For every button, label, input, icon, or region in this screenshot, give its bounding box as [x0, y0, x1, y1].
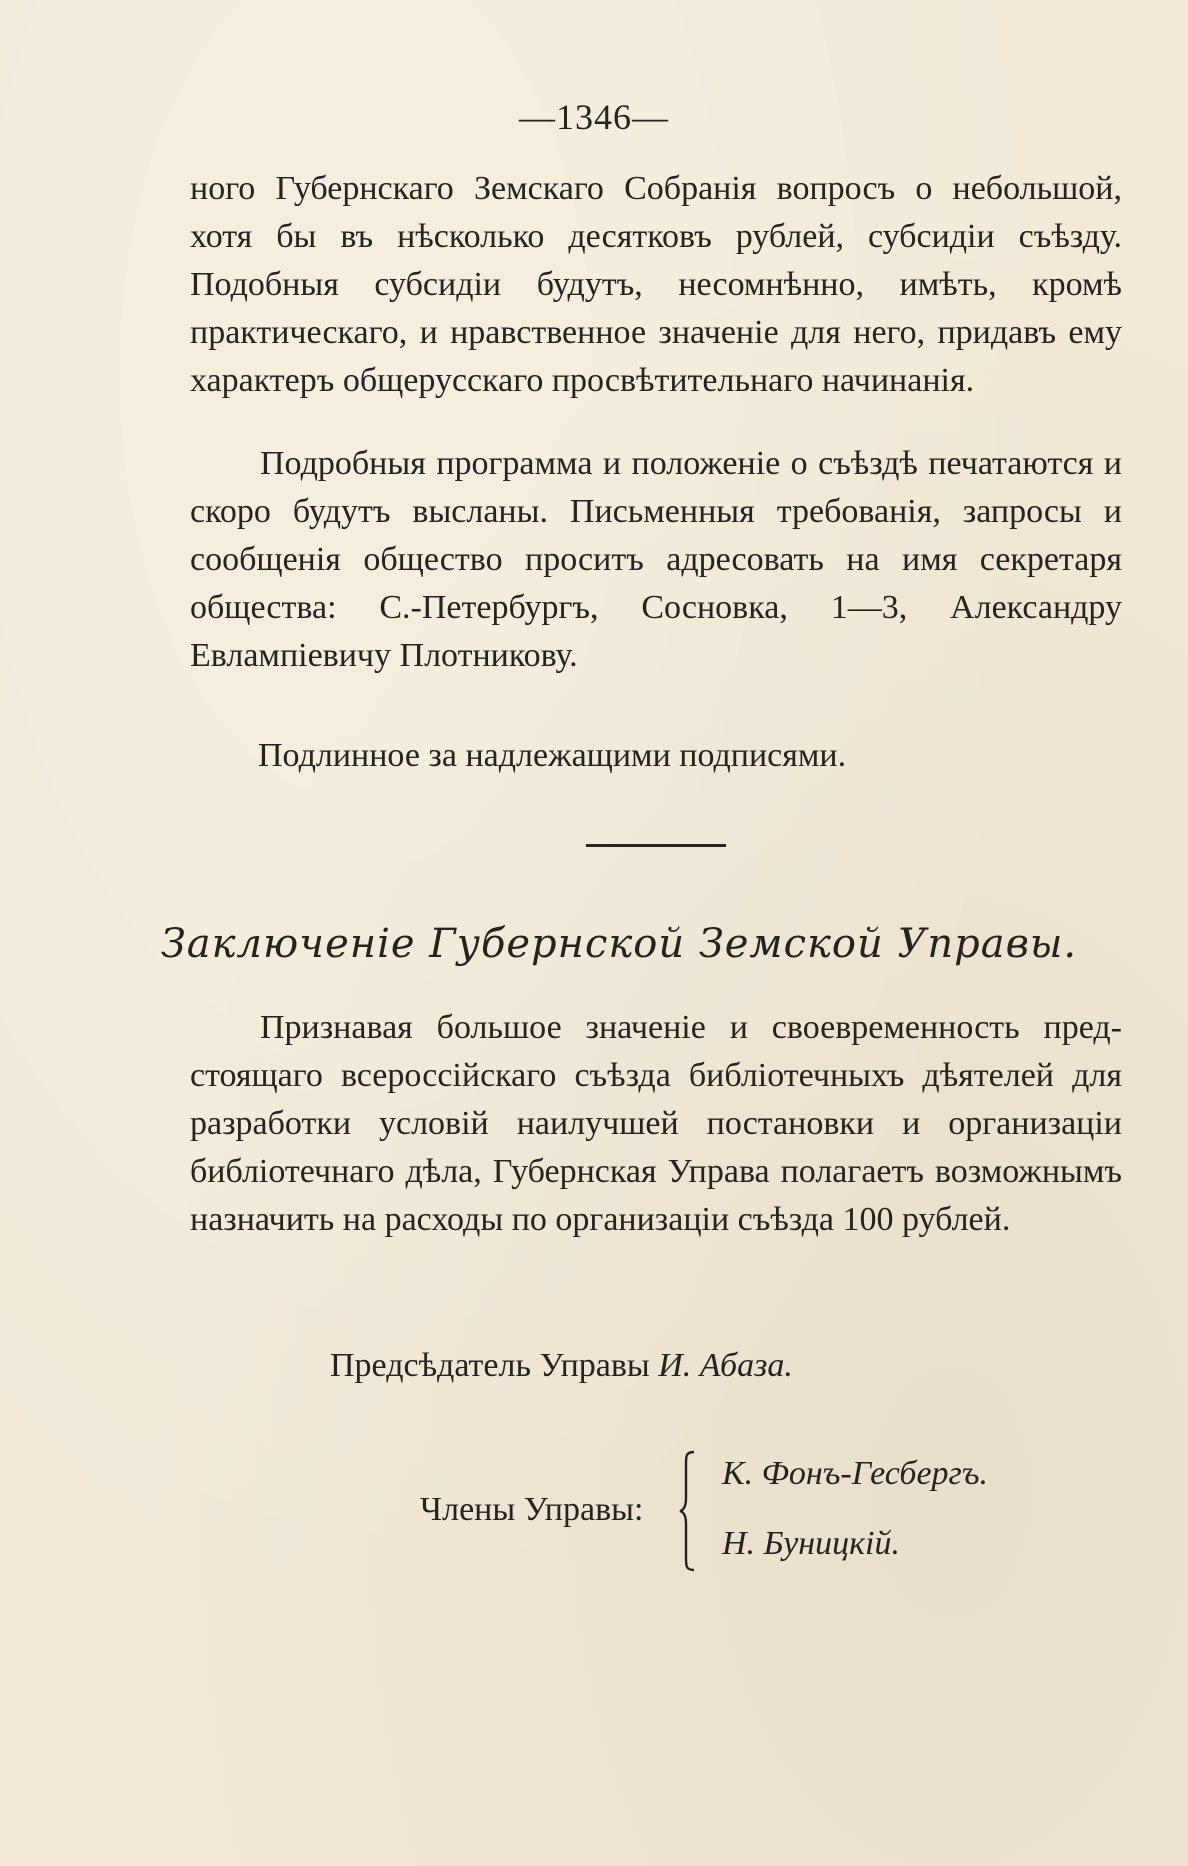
members-label: Члены Управы: [420, 1491, 644, 1528]
chairman-title: Предсѣдатель Управы [330, 1347, 650, 1384]
section-heading: Заключеніе Губернской Земской Управы. [160, 921, 1078, 967]
members-signature [420, 1450, 1040, 1570]
chairman-signature [330, 1342, 793, 1390]
chairman-name: И. Абаза. [658, 1347, 793, 1384]
member-name: К. Фонъ-Гесбергъ. [722, 1455, 988, 1492]
member-name: Н. Буницкій. [722, 1525, 901, 1562]
paragraph-text: ного Губернскаго Земскаго Собранія вопросъ о небольшой, хотя бы въ нѣсколько десятковъ рублей, субсидіи съѣзду. Подобныя субсидіи будутъ, несомнѣнно, имѣть, кромѣ практическаго, и нравственное значеніе для него, придавъ ему характеръ общерусскаго просвѣтительнаго начинанія. [190, 170, 1122, 399]
paragraph-subsidy [190, 165, 1122, 405]
paragraph-program [190, 440, 1122, 680]
certification-line: Подлинное за надлежащими подписями. [258, 737, 847, 774]
page-number: —1346— [519, 97, 669, 137]
curly-brace-icon [678, 1450, 698, 1572]
section-divider [586, 844, 726, 847]
paragraph-conclusion [190, 1004, 1122, 1244]
paragraph-text: Подробныя программа и положеніе о съѣздѣ печатаются и скоро будутъ высланы. Письменныя требованія, запросы и сообщенія общество проситъ адресовать на имя секретаря общества: С.-Петербургъ, Сосновка, 1—3, Александру Евлампіевичу Плотникову. [190, 445, 1122, 674]
paragraph-text: Признавая большое значеніе и своевременность предстоящаго всероссійскаго съѣзда библіотечныхъ дѣятелей для разработки условій наилучшей постановки и организаціи библіотечнаго дѣла, Губернская Управа полагаетъ возможнымъ назначить на расходы по организаціи съѣзда 100 рублей. [190, 1009, 1122, 1238]
